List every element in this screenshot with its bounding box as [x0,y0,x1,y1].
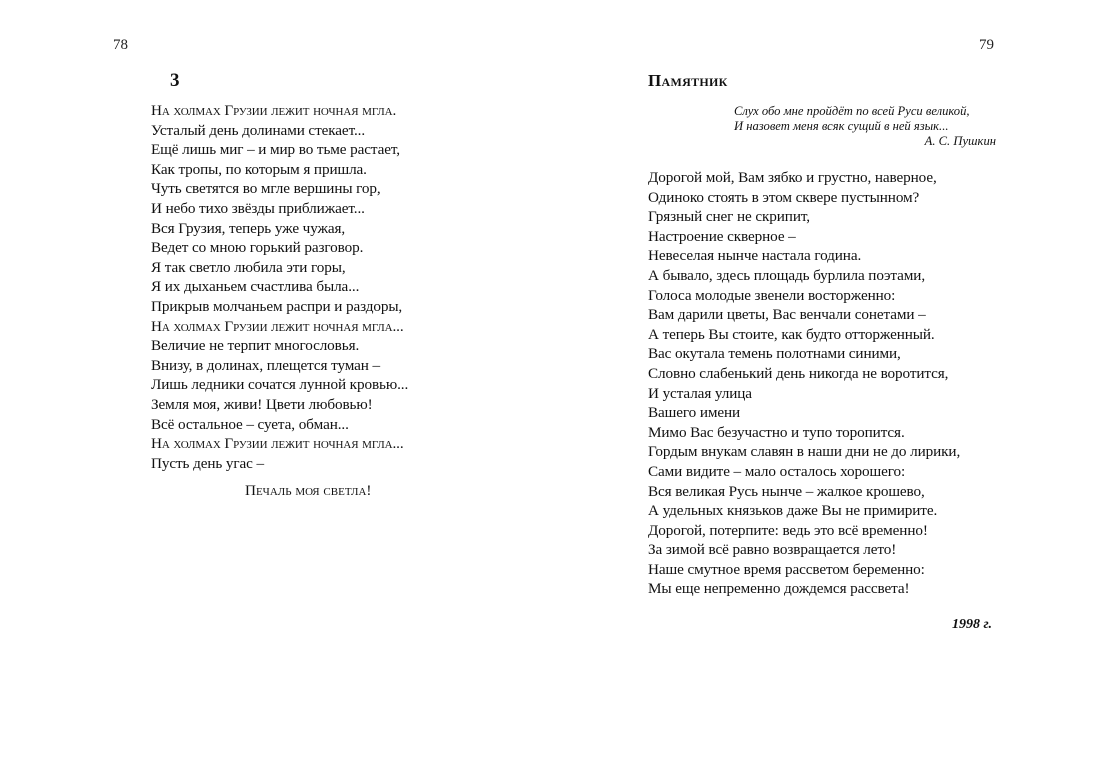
verse-line: Пусть день угас – [151,454,264,472]
verse-line: Мимо Вас безучастно и тупо торопится. [648,423,905,441]
monument-poem-verse [648,168,960,599]
verse-line: Вся великая Русь нынче – жалкое крошево, [648,482,925,500]
verse-line: На холмах Грузии лежит ночная мгла. [151,102,397,119]
verse-line: Вам дарили цветы, Вас венчали сонетами – [648,306,926,324]
verse-line: Как тропы, по которым я пришла. [151,160,367,178]
verse-line: Вас окутала темень полотнами синими, [648,345,901,363]
epigraph-author: А. С. Пушкин [924,134,996,149]
verse-line: На холмах Грузии лежит ночная мгла... [151,435,404,453]
verse-line: Грязный снег не скрипит, [648,208,810,226]
verse-line: Мы еще непременно дождемся рассвета! [648,580,910,598]
epigraph [734,104,996,150]
poem-date: 1998 г. [952,617,992,632]
verse-line: Сами видите – мало осталось хорошего: [648,462,906,480]
poem-number: 3 [170,70,180,91]
verse-line: Гордым внукам славян в наши дни не до лирики, [648,443,961,461]
verse-line: Внизу, в долинах, плещется туман – [151,356,381,374]
verse-line: А бывало, здесь площадь бурлила поэтами, [648,266,926,284]
poem-title: Памятник [648,71,728,90]
verse-line: Всё остальное – суета, обман... [151,415,349,433]
verse-line: И усталая улица [648,384,752,402]
verse-line: Ведет со мною горький разговор. [151,239,364,257]
poem-3-verse [151,101,408,473]
right-page [554,0,1108,769]
verse-line: Дорогой, потерпите: ведь это всё временно! [648,521,928,539]
verse-line: Дорогой мой, Вам зябко и грустно, наверное, [648,169,937,186]
verse-line: На холмах Грузии лежит ночная мгла... [151,317,404,335]
verse-line: Чуть светятся во мгле вершины гор, [151,180,381,198]
verse-line: Величие не терпит многословья. [151,337,360,355]
verse-line: Голоса молодые звенели восторженно: [648,286,896,304]
page-number-right: 79 [979,37,994,53]
verse-line: Наше смутное время рассветом беременно: [648,560,925,578]
verse-line: Лишь ледники сочатся лунной кровью... [151,376,409,394]
verse-line: Одиноко стоять в этом сквере пустынном? [648,188,920,206]
verse-line: Вашего имени [648,404,741,422]
epigraph-line: Слух обо мне пройдёт по всей Руси великой, [734,104,970,118]
epigraph-line: И назовет меня всяк сущий в ней язык... [734,119,949,134]
verse-line: И небо тихо звёзды приближает... [151,199,365,217]
verse-line: А удельных князьков даже Вы не примирите. [648,502,938,520]
verse-line: Земля моя, живи! Цвети любовью! [151,395,373,413]
verse-line: Усталый день долинами стекает... [151,121,366,139]
verse-line: Я их дыханьем счастлива была... [151,278,360,296]
verse-line: Словно слабенький день никогда не воротится, [648,364,949,382]
verse-line: За зимой всё равно возвращается лето! [648,541,897,559]
verse-line: Я так светло любила эти горы, [151,258,346,276]
verse-line: Прикрыв молчаньем распри и раздоры, [151,297,403,315]
verse-line: Ещё лишь миг – и мир во тьме растает, [151,141,400,159]
page-number-left: 78 [113,37,128,53]
verse-line: Настроение скверное – [648,227,796,245]
verse-line: А теперь Вы стоите, как будто отторженный. [648,325,935,343]
verse-line: Невеселая нынче настала година. [648,247,862,265]
verse-line: Вся Грузия, теперь уже чужая, [151,219,346,237]
final-line: Печаль моя светла! [245,482,372,499]
